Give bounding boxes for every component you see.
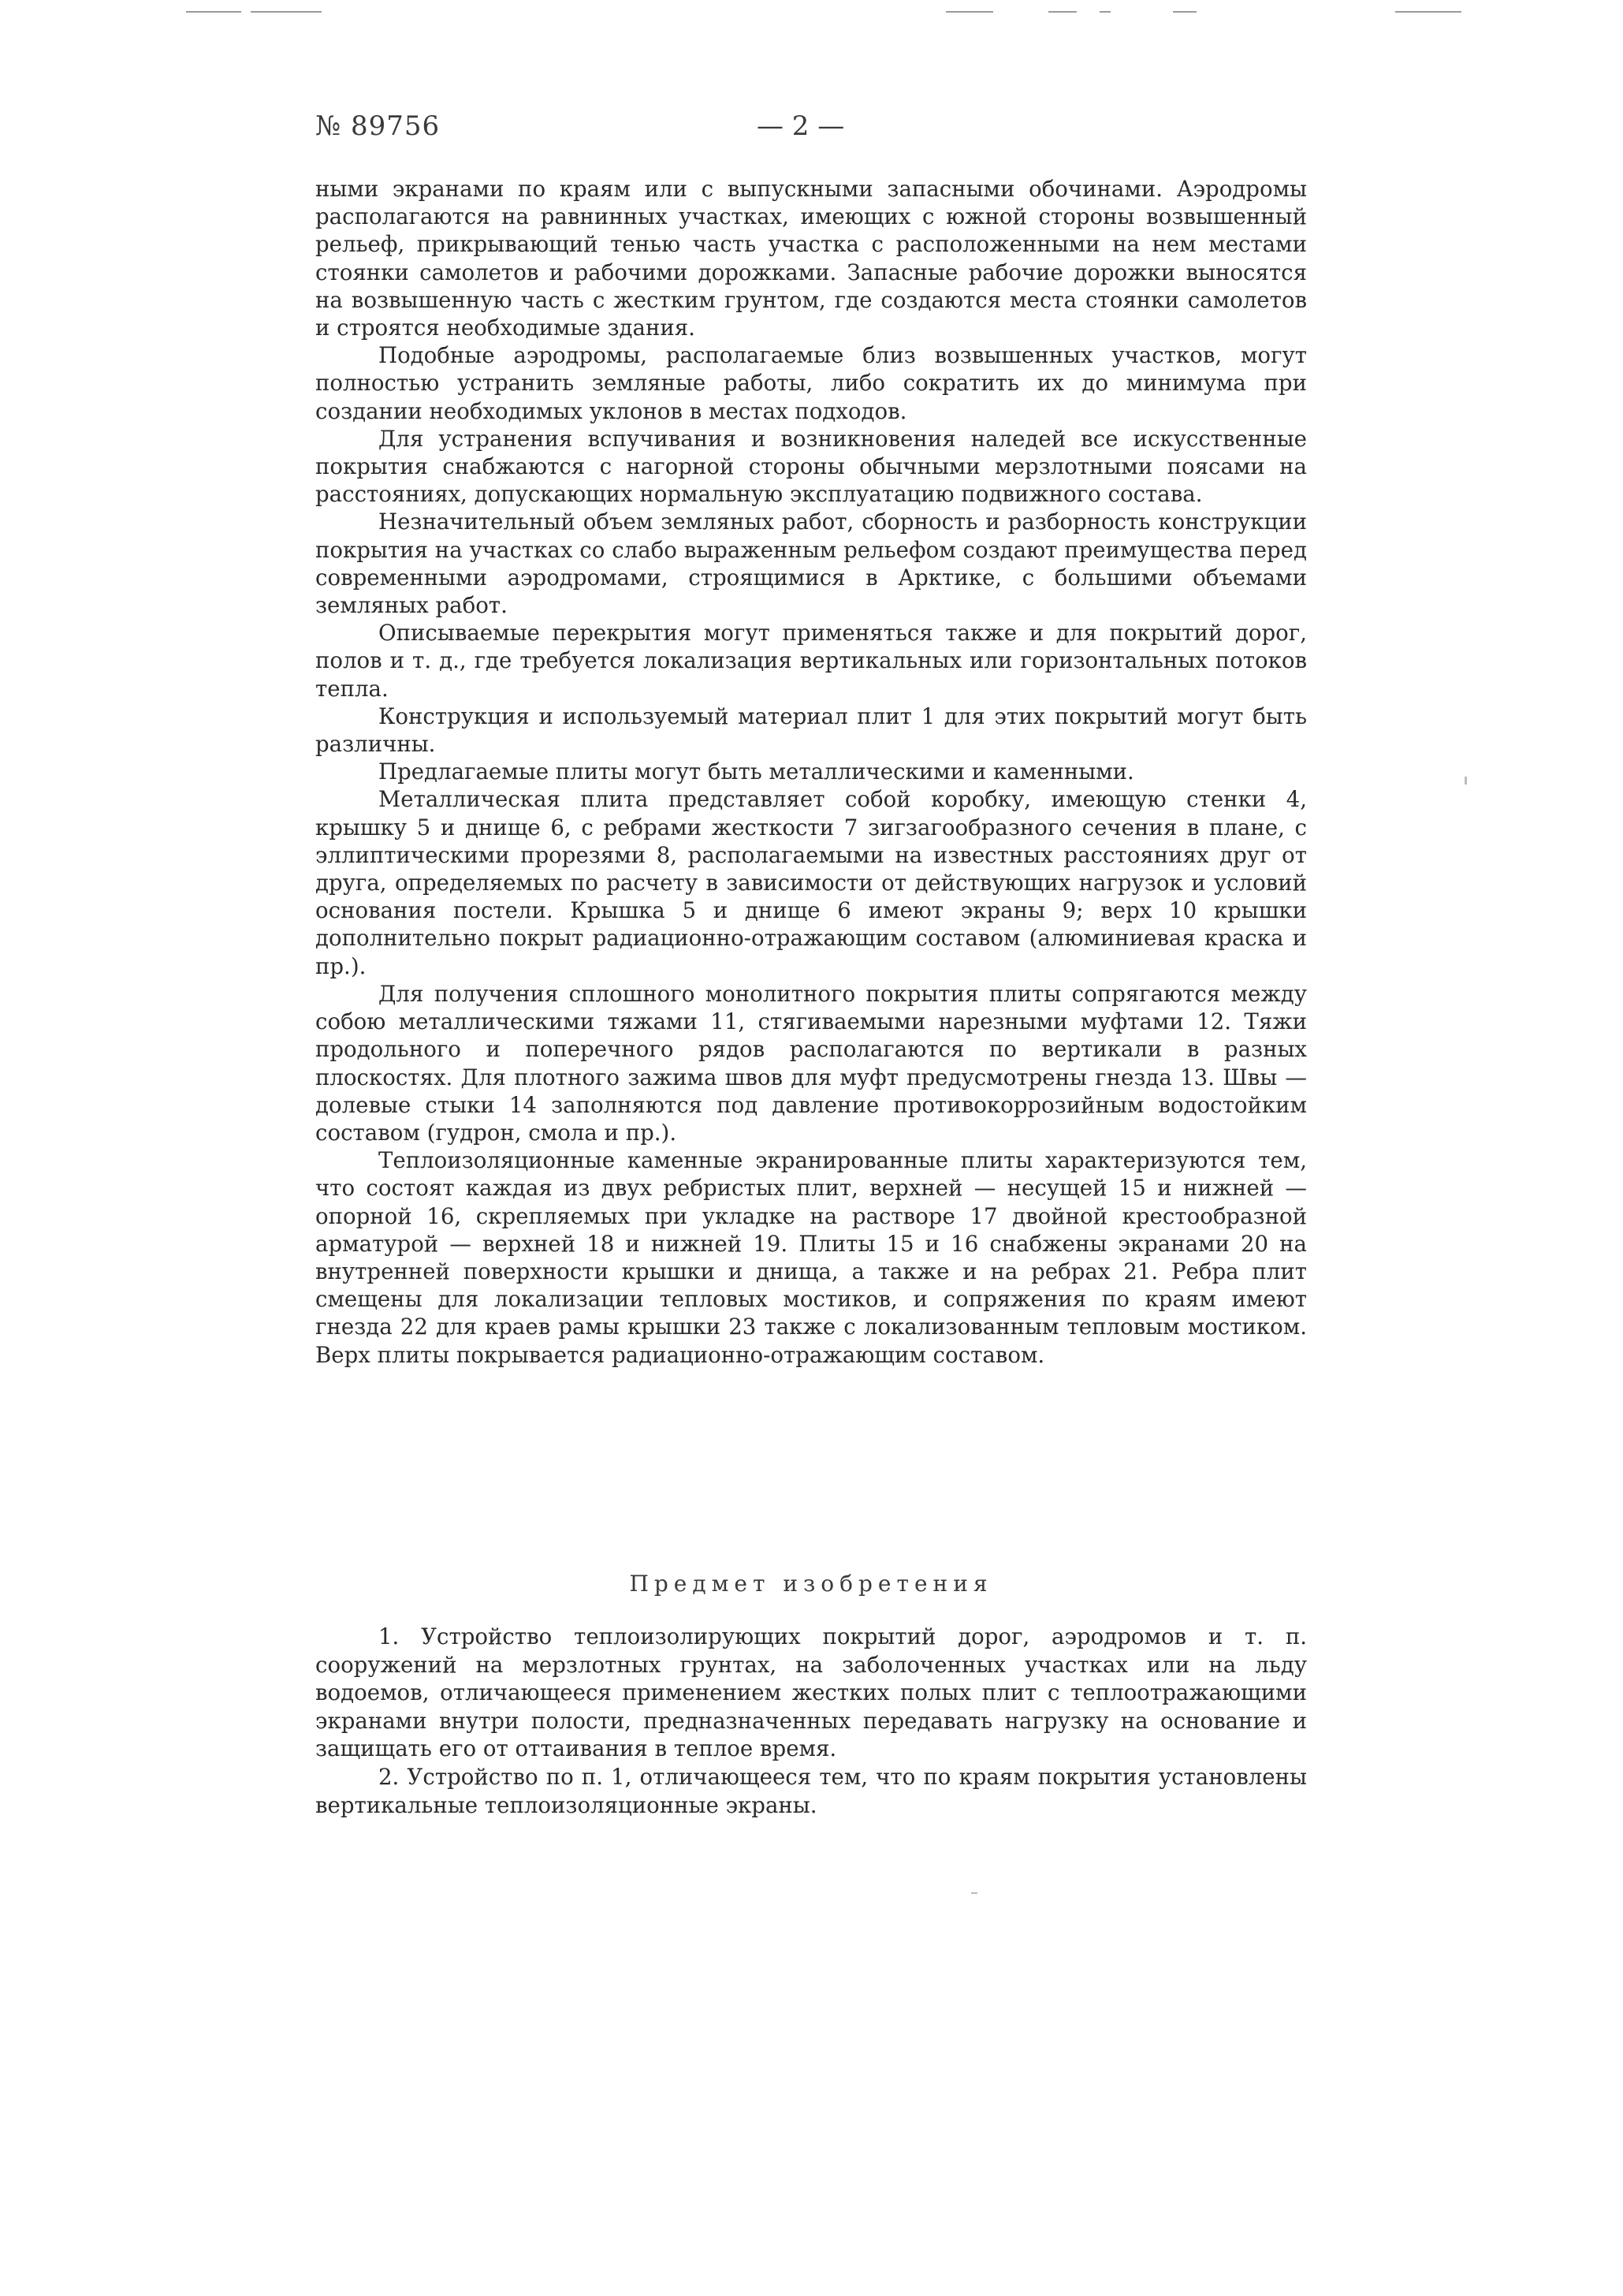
claims-list bbox=[315, 1623, 1307, 1819]
scan-speck bbox=[1465, 777, 1467, 785]
paragraph: Металлическая плита представляет собой коробку, имеющую стенки 4, крышку 5 и днище 6, с ребрами жесткости 7 зигзагообразного сечения в плане, с эллиптическими прорезями 8, располагаемыми на известных расстояниях друг от друга, определяемых по расчету в зависимости от действующих нагрузок и условий основания постели. Крышка 5 и днище 6 имеют экраны 9; верх 10 крышки дополнительно покрыт радиационно-отражающим составом (алюминиевая краска и пр.). bbox=[315, 786, 1307, 979]
claim-item: 2. Устройство по п. 1, отличающееся тем, что по краям покрытия установлены вертикальные теплоизоляционные экраны. bbox=[315, 1763, 1307, 1818]
scan-speck bbox=[971, 1892, 977, 1894]
page-number: — 2 — bbox=[757, 110, 845, 142]
paragraph: Предлагаемые плиты могут быть металлическими и каменными. bbox=[378, 758, 1134, 785]
claim-item: 1. Устройство теплоизолирующих покрытий дорог, аэродромов и т. п. сооружений на мерзлотных грунтах, на заболоченных участках или на льду водоемов, отличающееся применением жестких полых плит с теплоотражающими экранами внутри полости, предназначенных передавать нагрузку на основание и защищать его от оттаивания в теплое время. bbox=[315, 1623, 1307, 1762]
paragraph: Описываемые перекрытия могут применяться также и для покрытий дорог, полов и т. д., где требуется локализация вертикальных или горизонтальных потоков тепла. bbox=[315, 620, 1307, 702]
paragraph: Для получения сплошного монолитного покрытия плиты сопрягаются между собою металлическими тяжами 11, стягиваемыми нарезными муфтами 12. Тяжи продольного и поперечного рядов располагаются по вертикали в разных плоскостях. Для плотного зажима швов для муфт предусмотрены гнезда 13. Швы — долевые стыки 14 заполняются под давление противокоррозийным водостойким составом (гудрон, смола и пр.). bbox=[315, 980, 1307, 1146]
scan-edge-artifacts bbox=[0, 0, 1623, 32]
description-body bbox=[315, 175, 1307, 1369]
paragraph: Конструкция и используемый материал плит 1 для этих покрытий могут быть различны. bbox=[315, 703, 1307, 758]
paragraph: Подобные аэродромы, располагаемые близ возвышенных участков, могут полностью устранить земляные работы, либо сократить их до минимума при создании необходимых уклонов в местах подходов. bbox=[315, 342, 1307, 424]
paragraph-continuation: ными экранами по краям или с выпускными запасными обочинами. Аэродромы располагаются на равнинных участках, имеющих с южной стороны возвышенный рельеф, прикрывающий тенью часть участка с расположенными на нем местами стоянки самолетов и рабочими дорожками. Запасные рабочие дорожки выносятся на возвышенную часть с жестким грунтом, где создаются места стоянки самолетов и строятся необходимые здания. bbox=[315, 176, 1307, 341]
patent-number: № 89756 bbox=[315, 110, 441, 142]
paragraph: Незначительный объем земляных работ, сборность и разборность конструкции покрытия на участках со слабо выраженным рельефом создают преимущества перед современными аэродромами, строящимися в Арктике, с большими объемами земляных работ. bbox=[315, 509, 1307, 619]
page-header bbox=[315, 110, 1308, 158]
section-title-claims: Предмет изобретения bbox=[629, 1571, 993, 1597]
paragraph: Для устранения вспучивания и возникновения наледей все искусственные покрытия снабжаются с нагорной стороны обычными мерзлотными поясами на расстояниях, допускающих нормальную эксплуатацию подвижного состава. bbox=[315, 425, 1307, 508]
paragraph: Теплоизоляционные каменные экранированные плиты характеризуются тем, что состоят каждая из двух ребристых плит, верхней — несущей 15 и нижней — опорной 16, скрепляемых при укладке на растворе 17 двойной крестообразной арматурой — верхней 18 и нижней 19. Плиты 15 и 16 снабжены экранами 20 на внутренней поверхности крышки и днища, а также и на ребрах 21. Ребра плит смещены для локализации тепловых мостиков, и сопряжения по краям имеют гнезда 22 для краев рамы крышки 23 также с локализованным тепловым мостиком. Верх плиты покрывается радиационно-отражающим составом. bbox=[315, 1147, 1307, 1368]
